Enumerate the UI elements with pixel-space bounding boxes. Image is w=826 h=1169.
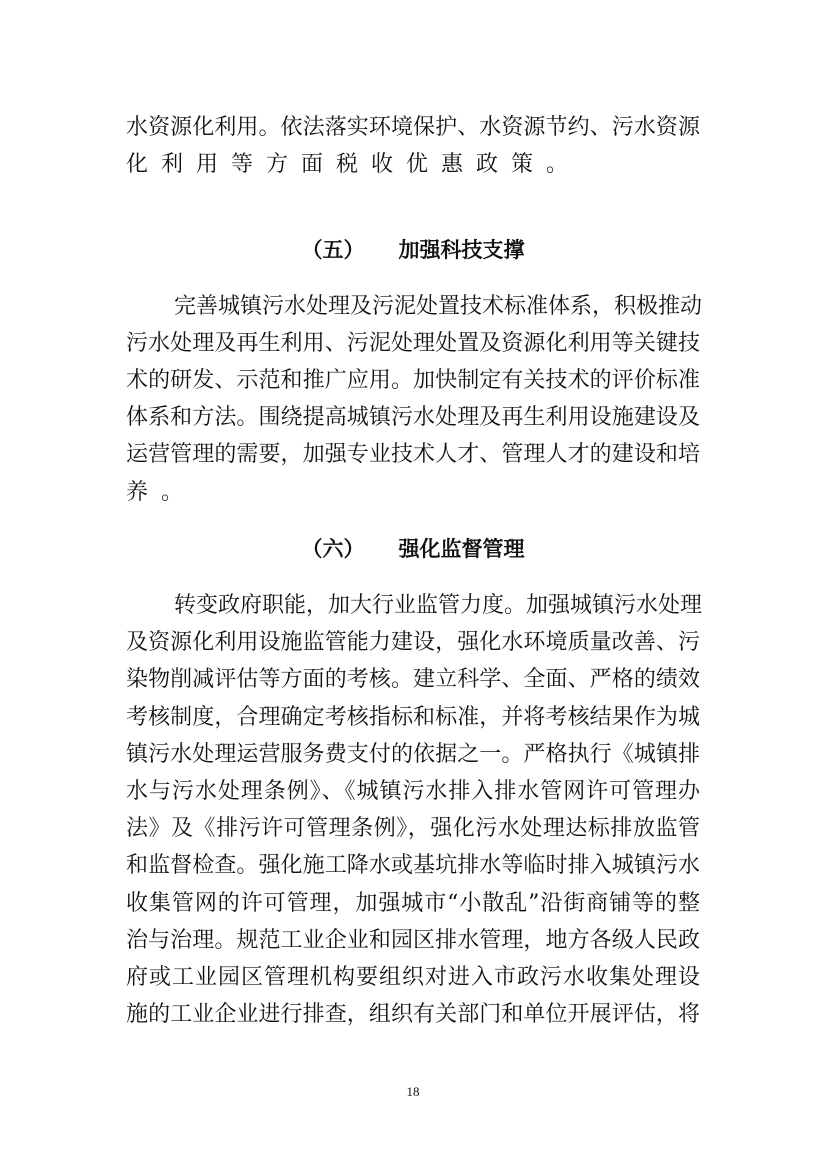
paragraph-line: 和监督检查。强化施工降水或基坑排水等临时排入城镇污水 xyxy=(126,853,700,878)
paragraph-line: 府或工业园区管理机构要组织对进入市政污水收集处理设 xyxy=(126,965,700,990)
paragraph-line: 运营管理的需要，加强专业技术人才、管理人才的建设和培 xyxy=(126,442,700,467)
paragraph-line: 考核制度，合理确定考核指标和标准，并将考核结果作为城 xyxy=(126,705,700,730)
paragraph-line: 化利用等方面税收优惠政策。 xyxy=(126,152,582,177)
page-number: 18 xyxy=(406,1084,420,1099)
paragraph-line: 法》及《排污许可管理条例》，强化污水处理达标排放监管 xyxy=(126,816,700,841)
section-number: （六） xyxy=(301,536,365,561)
paragraph-line: 转变政府职能，加大行业监管力度。加强城镇污水处理 xyxy=(174,593,703,618)
paragraph-line: 及资源化利用设施监管能力建设，强化水环境质量改善、污 xyxy=(126,630,700,655)
section-title: 加强科技支撑 xyxy=(398,237,525,262)
section-title: 强化监督管理 xyxy=(398,536,525,561)
paragraph-line: 完善城镇污水处理及污泥处置技术标准体系，积极推动 xyxy=(174,294,703,319)
paragraph-line: 镇污水处理运营服务费支付的依据之一。严格执行《城镇排 xyxy=(126,742,700,767)
paragraph-line: 水与污水处理条例》、《城镇污水排入排水管网许可管理办 xyxy=(126,779,700,804)
paragraph-line: 施的工业企业进行排查，组织有关部门和单位开展评估，将 xyxy=(126,1002,700,1027)
section-number: （五） xyxy=(301,237,365,262)
paragraph-line: 收集管网的许可管理，加强城市“小散乱”沿街商铺等的整 xyxy=(126,891,700,916)
paragraph-line: 水资源化利用。依法落实环境保护、水资源节约、污水资源 xyxy=(126,115,700,140)
paragraph-line: 污水处理及再生利用、污泥处理处置及资源化利用等关键技 xyxy=(126,331,700,356)
paragraph-line: 体系和方法。围绕提高城镇污水处理及再生利用设施建设及 xyxy=(126,405,700,430)
paragraph-line: 术的研发、示范和推广应用。加快制定有关技术的评价标准 xyxy=(126,368,700,393)
paragraph-line: 染物削减评估等方面的考核。建立科学、全面、严格的绩效 xyxy=(126,667,700,692)
section-heading-6 xyxy=(0,535,826,563)
section-heading-5 xyxy=(0,236,826,264)
paragraph-line: 治与治理。规范工业企业和园区排水管理，地方各级人民政 xyxy=(126,928,700,953)
paragraph-line: 养。 xyxy=(126,480,197,505)
